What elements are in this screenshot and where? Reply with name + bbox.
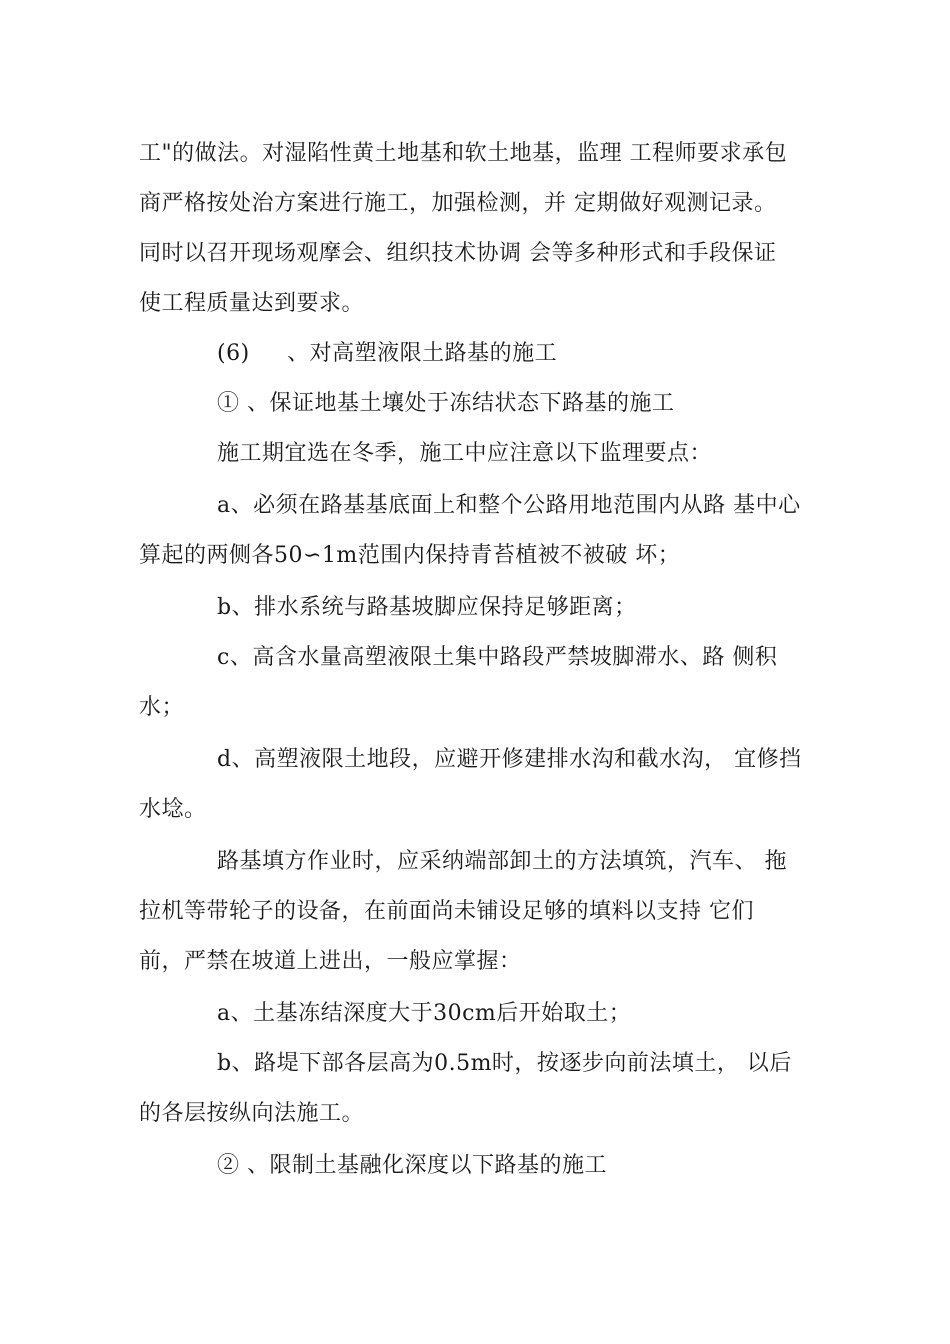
text-line: 水； bbox=[139, 695, 185, 720]
text-line: 工"的做法。对湿陷性黄土地基和软土地基，监理 工程师要求承包 bbox=[139, 141, 788, 166]
subsection-heading: ① 、保证地基土壤处于冻结状态下路基的施工 bbox=[217, 391, 675, 416]
text-line: 路基填方作业时，应采纳端部卸土的方法填筑，汽车、 拖 bbox=[217, 849, 787, 874]
text-line: 施工期宜选在冬季，施工中应注意以下监理要点： bbox=[217, 441, 713, 466]
list-item: c、高含水量高塑液限土集中路段严禁坡脚滞水、路 侧积 bbox=[217, 645, 778, 670]
text-line: 的各层按纵向法施工。 bbox=[139, 1101, 365, 1126]
list-item: b、排水系统与路基坡脚应保持足够距离； bbox=[217, 595, 637, 620]
text-line: 商严格按处治方案进行施工，加强检测，并 定期做好观测记录。 bbox=[139, 191, 777, 216]
text-line: 前，严禁在坡道上进出，一般应掌握： bbox=[139, 949, 522, 974]
text-line: 使工程质量达到要求。 bbox=[139, 291, 365, 316]
text-line: 拉机等带轮子的设备，在前面尚未铺设足够的填料以支持 它们 bbox=[139, 899, 754, 924]
list-item: b、路堤下部各层高为0.5m时，按逐步向前法填土， 以后 bbox=[217, 1051, 792, 1076]
list-item: d、高塑液限土地段，应避开修建排水沟和截水沟， 宜修挡 bbox=[217, 747, 802, 772]
text-line: 同时以召开现场观摩会、组织技术协调 会等多种形式和手段保证 bbox=[139, 241, 777, 266]
list-item: a、土基冻结深度大于30cm后开始取土； bbox=[217, 1001, 632, 1026]
text-line: 水埝。 bbox=[139, 797, 207, 822]
list-item: a、必须在路基基底面上和整个公路用地范围内从路 基中心 bbox=[217, 493, 801, 518]
text-line: 算起的两侧各50∽1m范围内保持青苔植被不被破 坏； bbox=[139, 543, 681, 568]
section-heading: (6) 、对高塑液限土路基的施工 bbox=[217, 341, 558, 366]
subsection-heading: ② 、限制土基融化深度以下路基的施工 bbox=[217, 1153, 607, 1178]
